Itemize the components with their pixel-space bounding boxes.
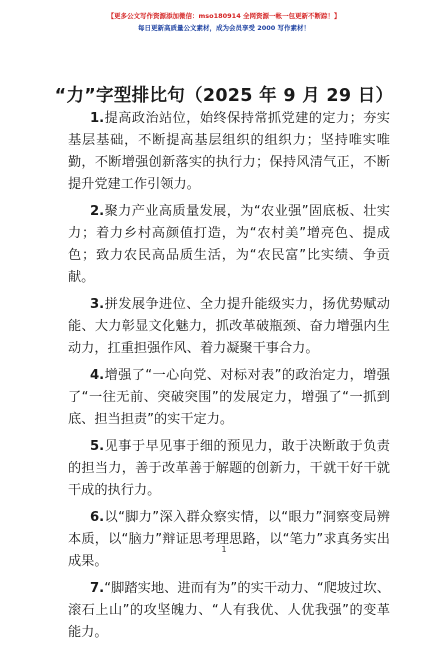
paragraph-number: 5. bbox=[90, 439, 105, 454]
paragraph-7 bbox=[68, 578, 390, 644]
paragraph-text: 提高政治站位，始终保持常抓党建的定力；夯实基层基础，不断提高基层组织的组织力；坚持唯实唯勤，不断增强创新落实的执行力；保持风清气正，不断提升党建工作引领力。 bbox=[68, 111, 390, 192]
promo-header-line1: 【更多公文写作资源添加微信：mso180914 全网资源一帐一包更新不断踪！】 bbox=[107, 12, 341, 20]
promo-header-line2: 每日更新高质量公文素材，成为会员享受 2000 写作素材！ bbox=[137, 24, 311, 32]
paragraph-text: 以“脚力”深入群众察实情，以“眼力”洞察变局辨本质，以“脑力”辩证思考理思路，以“笔力”求真务实出成果。 bbox=[68, 510, 390, 569]
paragraph-number: 6. bbox=[90, 510, 105, 525]
paragraph-2 bbox=[68, 201, 390, 289]
document-title: “力”字型排比句（2025 年 9 月 29 日） bbox=[54, 86, 394, 106]
paragraph-text: 聚力产业高质量发展，为“农业强”固底板、壮实力；着力乡村高颜值打造，为“农村美”增亮色、提成色；致力农民高品质生活，为“农民富”比实绩、争贡献。 bbox=[68, 204, 390, 285]
paragraph-text: 见事于早见事于细的预见力，敢于决断敢于负责的担当力，善于改革善于解题的创新力，干就干好干就干成的执行力。 bbox=[68, 439, 390, 498]
paragraph-number: 3. bbox=[90, 297, 105, 312]
paragraph-6 bbox=[68, 507, 390, 573]
paragraph-number: 7. bbox=[90, 581, 105, 596]
paragraph-text: “脚踏实地、进而有为”的实干动力、“爬坡过坎、滚石上山”的攻坚魄力、“人有我优、人优我强”的变革能力。 bbox=[68, 581, 390, 640]
paragraph-number: 2. bbox=[90, 204, 105, 219]
paragraph-4 bbox=[68, 365, 390, 431]
promo-header bbox=[0, 10, 448, 34]
paragraph-number: 1. bbox=[90, 111, 105, 126]
paragraph-1 bbox=[68, 108, 390, 196]
paragraph-number: 4. bbox=[90, 368, 105, 383]
paragraph-5 bbox=[68, 436, 390, 502]
paragraph-3 bbox=[68, 294, 390, 360]
document-body bbox=[68, 108, 390, 649]
paragraph-text: 拼发展争进位、全力提升能级实力，扬优势赋动能、大力彰显文化魅力，抓改革破瓶颈、奋力增强内生动力，扛重担强作风、着力凝聚干事合力。 bbox=[68, 297, 390, 356]
paragraph-text: 增强了“一心向党、对标对表”的政治定力，增强了“一往无前、突破突围”的发展定力，增强了“一抓到底、担当担责”的实干定力。 bbox=[68, 368, 390, 427]
page-number: 1 bbox=[221, 545, 227, 554]
